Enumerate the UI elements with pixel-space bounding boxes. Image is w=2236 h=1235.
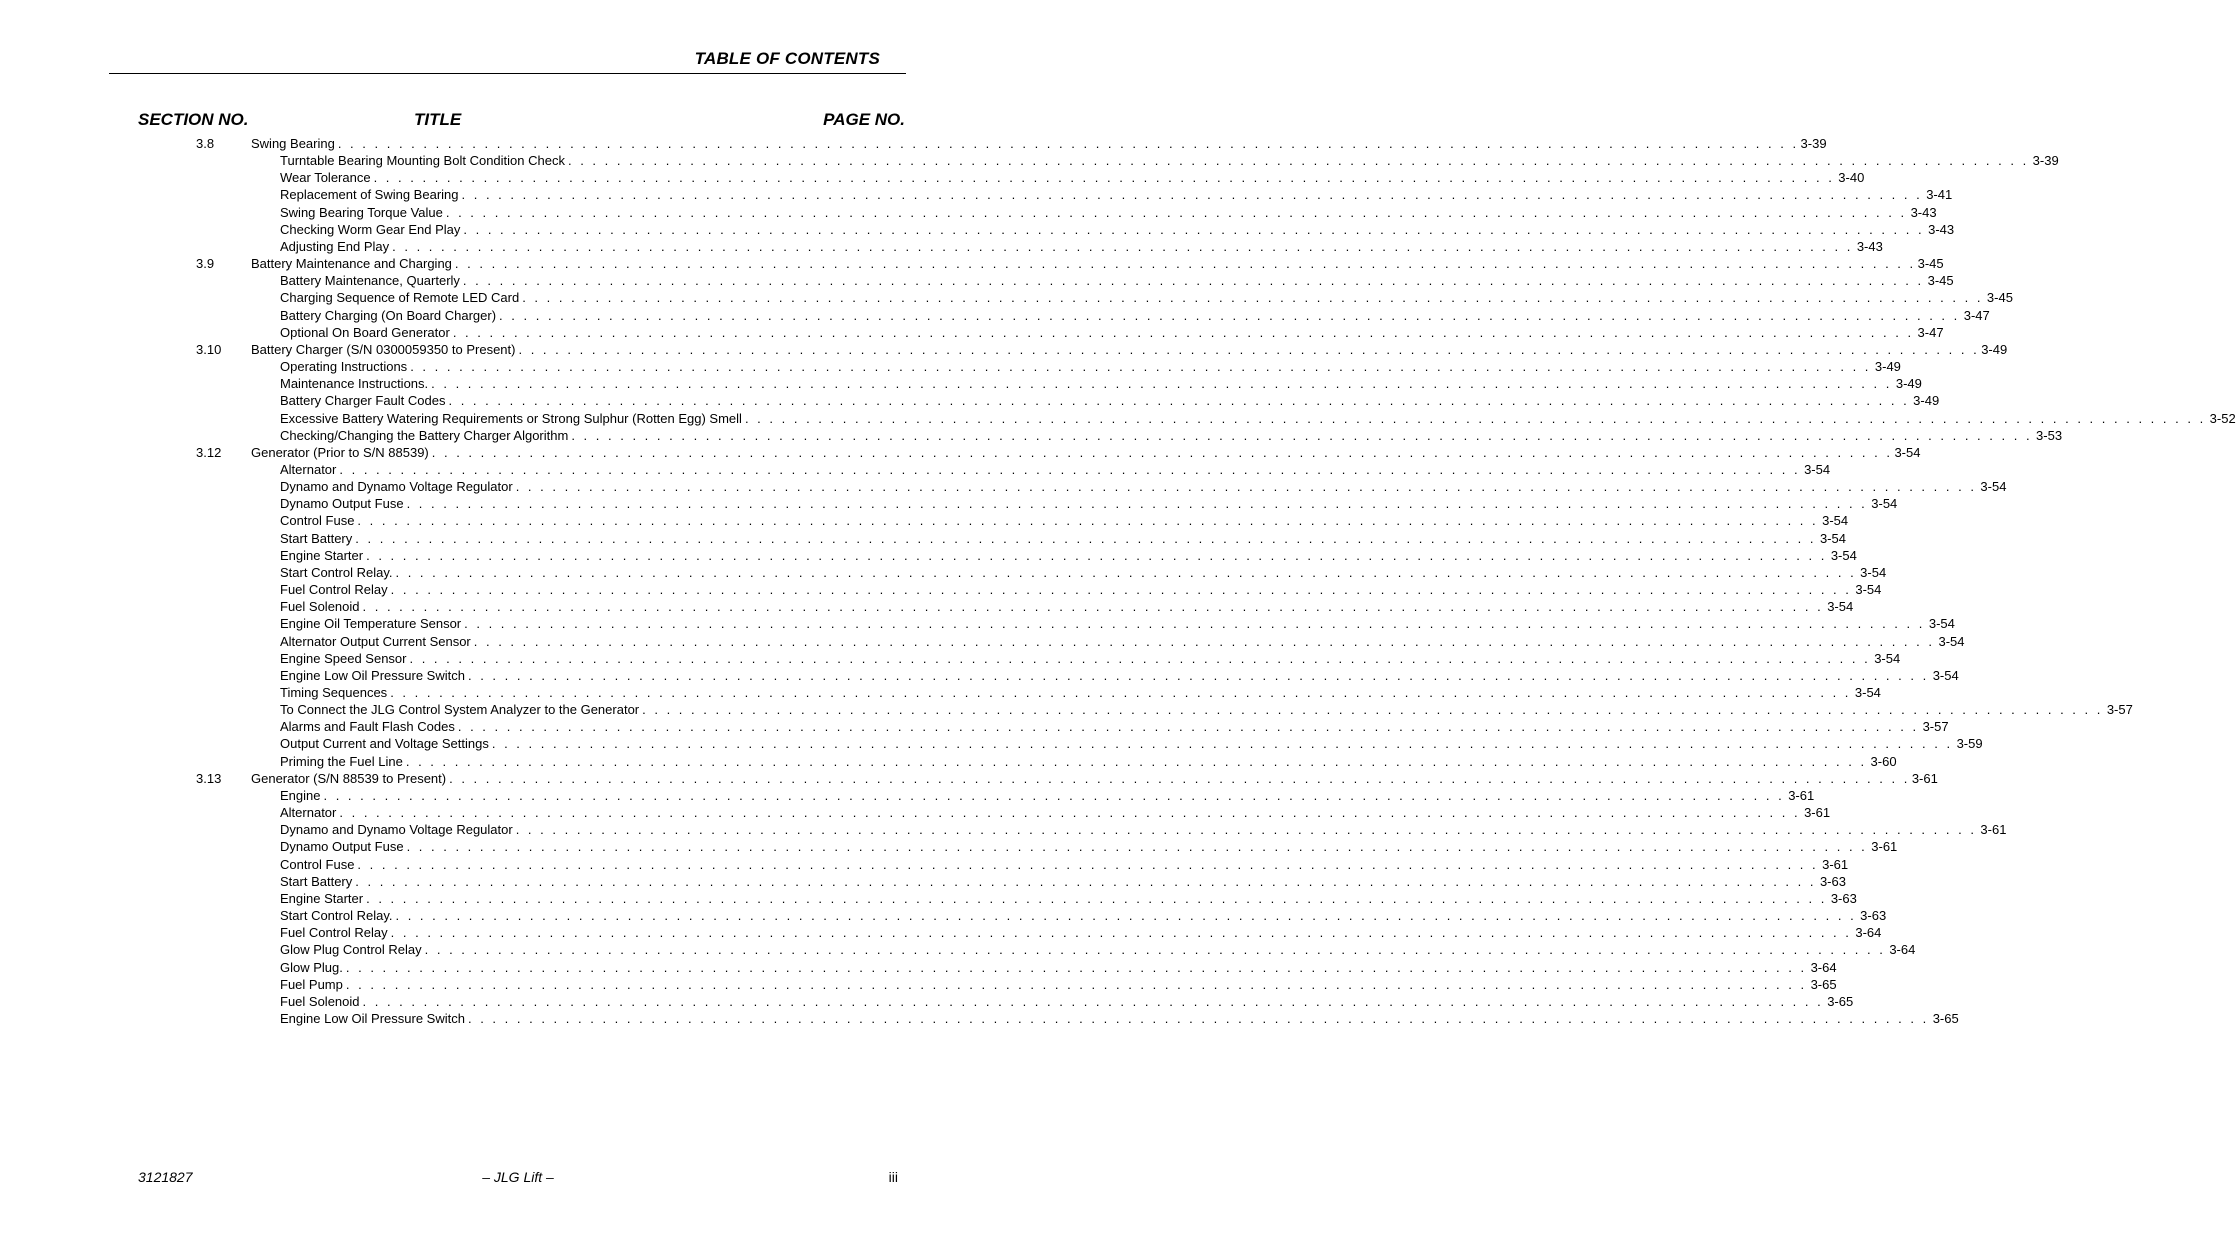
toc-page-number: 3-54 [1894,444,1921,460]
toc-entry-title: Battery Charging (On Board Charger) [280,307,497,323]
toc-line [280,924,1882,941]
toc-dot-leader: . . . . . . . . . . . . . . . . . . . . . . . . . . . . . . . . . . . . . . . . . . . . . . . . . . . . . . . . . . . . . . . . . . . . . . . . . . . . . . . . . . . . . . . . . . . . . . . . . . . . . . . . . . . . . . . . . . . . . . . . [462,273,1924,289]
toc-entry-title: Engine Oil Temperature Sensor [280,616,462,632]
toc-entry-title: Battery Maintenance, Quarterly [280,273,460,289]
toc-dot-leader: . . . . . . . . . . . . . . . . . . . . . . . . . . . . . . . . . . . . . . . . . . . . . . . . . . . . . . . . . . . . . . . . . . . . . . . . . . . . . . . . . . . . . . . . . . . . . . . . . . . . . . . . . . . . . . . . . . . . . . . . [366,547,1827,563]
toc-entry-title: Start Control Relay. [280,908,393,924]
toc-line [280,478,2007,495]
column-header-title: TITLE [414,110,462,129]
toc-page-number: 3-54 [1932,667,1959,683]
toc-entry-title: Operating Instructions [280,359,408,375]
toc-line [280,495,1898,512]
toc-dot-leader: . . . . . . . . . . . . . . . . . . . . . . . . . . . . . . . . . . . . . . . . . . . . . . . . . . . . . . . . . . . . . . . . . . . . . . . . . . . . . . . . . . . . . . . . . . . . . . . . . . . . . . . . . . . . . . . . . . . . . . . . [449,770,1910,786]
toc-section-entry[interactable] [0,255,1944,272]
toc-page-number: 3-54 [1855,582,1882,598]
toc-page-number: 3-54 [1822,513,1849,529]
toc-entry-title: Fuel Solenoid [280,599,360,615]
toc-entry-title: Optional On Board Generator [280,324,450,340]
toc-dot-leader: . . . . . . . . . . . . . . . . . . . . . . . . . . . . . . . . . . . . . . . . . . . . . . . . . . . . . . . . . . . . . . . . . . . . . . . . . . . . . . . . . . . . . . . . . . . . . . . . . . . . . . . . . . . . . . . . . . . . . . . . [571,427,2033,443]
toc-entry-title: To Connect the JLG Control System Analyzer to the Generator [280,702,640,718]
toc-line [280,838,1898,855]
toc-subentry[interactable] [0,941,1916,958]
toc-page-number: 3-54 [1804,461,1831,477]
toc-line [280,272,1954,289]
toc-dot-leader: . . . . . . . . . . . . . . . . . . . . . . . . . . . . . . . . . . . . . . . . . . . . . . . . . . . . . . . . . . . . . . . . . . . . . . . . . . . . . . . . . . . . . . . . . . . . . . . . . . . . . . . . . . . . . . . . . . . . . . . . [409,650,1871,666]
toc-page-number: 3-59 [1956,736,1983,752]
toc-line [280,1010,1959,1027]
toc-line [280,976,1837,993]
toc-entry-title: Wear Tolerance [280,170,371,186]
toc-dot-leader: . . . . . . . . . . . . . . . . . . . . . . . . . . . . . . . . . . . . . . . . . . . . . . . . . . . . . . . . . . . . . . . . . . . . . . . . . . . . . . . . . . . . . . . . . . . . . . . . . . . . . . . . . . . . . . . . . . . . . . . . [362,599,1824,615]
toc-page-number: 3-47 [1963,307,1990,323]
toc-entry-title: Battery Charger Fault Codes [280,393,446,409]
toc-subentry[interactable] [0,993,1854,1010]
toc-page-number: 3-64 [1855,925,1882,941]
toc-dot-leader: . . . . . . . . . . . . . . . . . . . . . . . . . . . . . . . . . . . . . . . . . . . . . . . . . . . . . . . . . . . . . . . . . . . . . . . . . . . . . . . . . . . . . . . . . . . . . . . . . . . . . . . . . . . . . . . . . . . . . . . . [345,976,1807,992]
toc-subentry[interactable] [0,718,1949,735]
toc-page-number: 3-54 [1980,479,2007,495]
toc-subentry[interactable] [0,890,1857,907]
toc-entry-title: Engine Speed Sensor [280,650,407,666]
toc-dot-leader: . . . . . . . . . . . . . . . . . . . . . . . . . . . . . . . . . . . . . . . . . . . . . . . . . . . . . . . . . . . . . . . . . . . . . . . . . . . . . . . . . . . . . . . . . . . . . . . . . . . . . . . . . . . . . . . . . . . . . . . . [337,136,1799,151]
toc-line [280,821,2007,838]
toc-dot-leader: . . . . . . . . . . . . . . . . . . . . . . . . . . . . . . . . . . . . . . . . . . . . . . . . . . . . . . . . . . . . . . . . . . . . . . . . . . . . . . . . . . . . . . . . . . . . . . . . . . . . . . . . . . . . . . . . . . . . . . . . [515,479,1977,495]
toc-page-number: 3-60 [1870,753,1897,769]
toc-section-entry[interactable] [0,135,1827,152]
toc-page-number: 3-54 [1860,564,1887,580]
toc-subentry[interactable] [0,598,1854,615]
toc-dot-leader: . . . . . . . . . . . . . . . . . . . . . . . . . . . . . . . . . . . . . . . . . . . . . . . . . . . . . . . . . . . . . . . . . . . . . . . . . . . . . . . . . . . . . . . . . . . . . . . . . . . . . . . . . . . . . . . . . . . . . . . . [567,153,2029,169]
toc-line [280,152,2059,169]
toc-section-entry[interactable] [0,341,2008,358]
toc-line [280,787,1815,804]
toc-line [280,804,1831,821]
toc-page-number: 3-61 [1788,787,1815,803]
toc-dot-leader: . . . . . . . . . . . . . . . . . . . . . . . . . . . . . . . . . . . . . . . . . . . . . . . . . . . . . . . . . . . . . . . . . . . . . . . . . . . . . . . . . . . . . . . . . . . . . . . . . . . . . . . . . . . . . . . . . . . . . . . . [405,753,1867,769]
toc-subentry[interactable] [0,787,1815,804]
toc-entry-title: Fuel Control Relay [280,582,388,598]
toc-dot-leader: . . . . . . . . . . . . . . . . . . . . . . . . . . . . . . . . . . . . . . . . . . . . . . . . . . . . . . . . . . . . . . . . . . . . . . . . . . . . . . . . . . . . . . . . . . . . . . . . . . . . . . . . . . . . . . . . . . . . . . . . [390,582,1852,598]
toc-entry-title: Dynamo Output Fuse [280,496,404,512]
toc-entry-title: Engine Starter [280,890,364,906]
toc-entry-title: Generator (Prior to S/N 88539) [251,444,429,460]
toc-dot-leader: . . . . . . . . . . . . . . . . . . . . . . . . . . . . . . . . . . . . . . . . . . . . . . . . . . . . . . . . . . . . . . . . . . . . . . . . . . . . . . . . . . . . . . . . . . . . . . . . . . . . . . . . . . . . . . . . . . . . . . . . [744,410,2206,426]
toc-subentry[interactable] [0,410,2236,427]
toc-subentry[interactable] [0,753,1897,770]
toc-page-number: 3-43 [1856,238,1883,254]
toc-line [280,735,1983,752]
toc-subentry[interactable] [0,821,2007,838]
toc-dot-leader: . . . . . . . . . . . . . . . . . . . . . . . . . . . . . . . . . . . . . . . . . . . . . . . . . . . . . . . . . . . . . . . . . . . . . . . . . . . . . . . . . . . . . . . . . . . . . . . . . . . . . . . . . . . . . . . . . . . . . . . . [395,908,1857,924]
toc-dot-leader: . . . . . . . . . . . . . . . . . . . . . . . . . . . . . . . . . . . . . . . . . . . . . . . . . . . . . . . . . . . . . . . . . . . . . . . . . . . . . . . . . . . . . . . . . . . . . . . . . . . . . . . . . . . . . . . . . . . . . . . . [366,890,1827,906]
toc-line [280,890,1857,907]
footer-doc-number: 3121827 [138,1169,193,1185]
toc-line [280,324,1944,341]
toc-subentry[interactable] [0,289,2013,306]
toc-subentry[interactable] [0,478,2007,495]
toc-page-number: 3-54 [1871,496,1898,512]
toc-entry-title: Adjusting End Play [280,238,390,254]
toc-section-entry[interactable] [0,444,1921,461]
toc-subentry[interactable] [0,547,1857,564]
toc-dot-leader: . . . . . . . . . . . . . . . . . . . . . . . . . . . . . . . . . . . . . . . . . . . . . . . . . . . . . . . . . . . . . . . . . . . . . . . . . . . . . . . . . . . . . . . . . . . . . . . . . . . . . . . . . . . . . . . . . . . . . . . . [431,444,1893,460]
toc-page-number: 3-45 [1927,273,1954,289]
toc-page-number: 3-54 [1819,530,1846,546]
toc-line [280,701,2133,718]
toc-page-number: 3-54 [1938,633,1965,649]
toc-subentry[interactable] [0,461,1831,478]
toc-line [280,564,1887,581]
toc-subentry[interactable] [0,427,2063,444]
toc-page-number: 3-45 [1917,256,1944,272]
toc-subentry[interactable] [0,204,1937,221]
toc-dot-leader: . . . . . . . . . . . . . . . . . . . . . . . . . . . . . . . . . . . . . . . . . . . . . . . . . . . . . . . . . . . . . . . . . . . . . . . . . . . . . . . . . . . . . . . . . . . . . . . . . . . . . . . . . . . . . . . . . . . . . . . . [424,942,1886,958]
toc-entry-title: Fuel Pump [280,976,343,992]
toc-dot-leader: . . . . . . . . . . . . . . . . . . . . . . . . . . . . . . . . . . . . . . . . . . . . . . . . . . . . . . . . . . . . . . . . . . . . . . . . . . . . . . . . . . . . . . . . . . . . . . . . . . . . . . . . . . . . . . . . . . . . . . . . [357,513,1819,529]
toc-subentry[interactable] [0,633,1965,650]
toc-dot-leader: . . . . . . . . . . . . . . . . . . . . . . . . . . . . . . . . . . . . . . . . . . . . . . . . . . . . . . . . . . . . . . . . . . . . . . . . . . . . . . . . . . . . . . . . . . . . . . . . . . . . . . . . . . . . . . . . . . . . . . . . [355,873,1816,889]
toc-entry-title: Checking/Changing the Battery Charger Algorithm [280,427,569,443]
toc-line [280,530,1846,547]
toc-entry-title: Replacement of Swing Bearing [280,187,459,203]
toc-dot-leader: . . . . . . . . . . . . . . . . . . . . . . . . . . . . . . . . . . . . . . . . . . . . . . . . . . . . . . . . . . . . . . . . . . . . . . . . . . . . . . . . . . . . . . . . . . . . . . . . . . . . . . . . . . . . . . . . . . . . . . . . [355,530,1816,546]
toc-entry-title: Start Control Relay. [280,564,393,580]
toc-dot-leader: . . . . . . . . . . . . . . . . . . . . . . . . . . . . . . . . . . . . . . . . . . . . . . . . . . . . . . . . . . . . . . . . . . . . . . . . . . . . . . . . . . . . . . . . . . . . . . . . . . . . . . . . . . . . . . . . . . . . . . . . [467,1010,1929,1026]
toc-entry-title: Turntable Bearing Mounting Bolt Condition Check [280,153,565,169]
toc-subentry[interactable] [0,667,1959,684]
toc-entry-title: Battery Maintenance and Charging [251,256,452,272]
toc-page-number: 3-61 [1911,770,1938,786]
toc-section-number: 3.13 [196,770,222,786]
toc-line [280,718,1949,735]
toc-page-number: 3-57 [2106,702,2133,718]
toc-line [280,512,1849,529]
toc-line [280,289,2013,306]
header-rule [109,73,906,74]
toc-line [280,427,2063,444]
toc-entry-title: Engine Low Oil Pressure Switch [280,667,465,683]
toc-list [0,135,2236,1027]
toc-line [280,410,2236,427]
toc-subentry[interactable] [0,684,1881,701]
column-header-section: SECTION NO. [138,110,249,129]
toc-subentry[interactable] [0,358,1901,375]
toc-page-number: 3-52 [2209,410,2236,426]
toc-page-number: 3-54 [1827,599,1854,615]
toc-line [280,461,1831,478]
toc-dot-leader: . . . . . . . . . . . . . . . . . . . . . . . . . . . . . . . . . . . . . . . . . . . . . . . . . . . . . . . . . . . . . . . . . . . . . . . . . . . . . . . . . . . . . . . . . . . . . . . . . . . . . . . . . . . . . . . . . . . . . . . . [461,187,1923,203]
toc-page-number: 3-39 [1800,136,1827,151]
toc-entry-title: Output Current and Voltage Settings [280,736,489,752]
toc-line [280,598,1854,615]
toc-entry-title: Engine Starter [280,547,364,563]
toc-dot-leader: . . . . . . . . . . . . . . . . . . . . . . . . . . . . . . . . . . . . . . . . . . . . . . . . . . . . . . . . . . . . . . . . . . . . . . . . . . . . . . . . . . . . . . . . . . . . . . . . . . . . . . . . . . . . . . . . . . . . . . . . [339,805,1801,821]
toc-entry-title: Battery Charger (S/N 0300059350 to Present) [251,341,516,357]
toc-line [280,375,1922,392]
toc-page-number: 3-54 [1874,650,1901,666]
toc-dot-leader: . . . . . . . . . . . . . . . . . . . . . . . . . . . . . . . . . . . . . . . . . . . . . . . . . . . . . . . . . . . . . . . . . . . . . . . . . . . . . . . . . . . . . . . . . . . . . . . . . . . . . . . . . . . . . . . . . . . . . . . . [395,564,1857,580]
toc-section-number: 3.9 [196,256,215,272]
toc-entry-title: Start Battery [280,873,353,889]
toc-subentry[interactable] [0,615,1955,632]
toc-page-number: 3-39 [2032,153,2059,169]
toc-dot-leader: . . . . . . . . . . . . . . . . . . . . . . . . . . . . . . . . . . . . . . . . . . . . . . . . . . . . . . . . . . . . . . . . . . . . . . . . . . . . . . . . . . . . . . . . . . . . . . . . . . . . . . . . . . . . . . . . . . . . . . . . [362,993,1824,1009]
toc-page-number: 3-61 [1804,805,1831,821]
toc-page-number: 3-63 [1830,890,1857,906]
toc-entry-title: Dynamo and Dynamo Voltage Regulator [280,479,513,495]
toc-subentry[interactable] [0,186,1953,203]
toc-page-number: 3-65 [1810,976,1837,992]
toc-page-number: 3-63 [1860,908,1887,924]
toc-page-number: 3-45 [1986,290,2013,306]
toc-dot-leader: . . . . . . . . . . . . . . . . . . . . . . . . . . . . . . . . . . . . . . . . . . . . . . . . . . . . . . . . . . . . . . . . . . . . . . . . . . . . . . . . . . . . . . . . . . . . . . . . . . . . . . . . . . . . . . . . . . . . . . . . [463,221,1925,237]
toc-line [280,186,1953,203]
toc-subentry[interactable] [0,169,1865,186]
toc-subentry[interactable] [0,873,1846,890]
toc-dot-leader: . . . . . . . . . . . . . . . . . . . . . . . . . . . . . . . . . . . . . . . . . . . . . . . . . . . . . . . . . . . . . . . . . . . . . . . . . . . . . . . . . . . . . . . . . . . . . . . . . . . . . . . . . . . . . . . . . . . . . . . . [518,341,1980,357]
toc-page-number: 3-43 [1928,221,1955,237]
toc-line [280,667,1959,684]
toc-page-number: 3-64 [1810,959,1837,975]
column-header-page: PAGE NO. [823,110,905,129]
toc-line [251,341,2008,358]
toc-page-number: 3-61 [1871,839,1898,855]
toc-subentry[interactable] [0,856,1849,873]
toc-line [280,873,1846,890]
toc-dot-leader: . . . . . . . . . . . . . . . . . . . . . . . . . . . . . . . . . . . . . . . . . . . . . . . . . . . . . . . . . . . . . . . . . . . . . . . . . . . . . . . . . . . . . . . . . . . . . . . . . . . . . . . . . . . . . . . . . . . . . . . . [499,307,1960,323]
toc-subentry[interactable] [0,530,1846,547]
toc-entry-title: Checking Worm Gear End Play [280,221,461,237]
toc-line [280,392,1940,409]
toc-section-number: 3.8 [196,136,215,151]
toc-page-number: 3-49 [1895,376,1922,392]
toc-line [280,907,1887,924]
toc-page-number: 3-57 [1922,719,1949,735]
toc-entry-title: Maintenance Instructions. [280,376,429,392]
toc-line [280,856,1849,873]
toc-line [280,615,1955,632]
page-header-title: TABLE OF CONTENTS [694,49,880,68]
toc-subentry[interactable] [0,564,1887,581]
toc-entry-title: Engine [280,787,321,803]
toc-entry-title: Dynamo and Dynamo Voltage Regulator [280,822,513,838]
toc-dot-leader: . . . . . . . . . . . . . . . . . . . . . . . . . . . . . . . . . . . . . . . . . . . . . . . . . . . . . . . . . . . . . . . . . . . . . . . . . . . . . . . . . . . . . . . . . . . . . . . . . . . . . . . . . . . . . . . . . . . . . . . . [515,822,1977,838]
toc-entry-title: Excessive Battery Watering Requirements or Strong Sulphur (Rotten Egg) Smell [280,410,742,426]
toc-dot-leader: . . . . . . . . . . . . . . . . . . . . . . . . . . . . . . . . . . . . . . . . . . . . . . . . . . . . . . . . . . . . . . . . . . . . . . . . . . . . . . . . . . . . . . . . . . . . . . . . . . . . . . . . . . . . . . . . . . . . . . . . [467,667,1929,683]
toc-page-number: 3-65 [1827,993,1854,1009]
toc-entry-title: Glow Plug. [280,959,343,975]
toc-entry-title: Alternator Output Current Sensor [280,633,471,649]
toc-entry-title: Start Battery [280,530,353,546]
toc-line [280,959,1837,976]
toc-dot-leader: . . . . . . . . . . . . . . . . . . . . . . . . . . . . . . . . . . . . . . . . . . . . . . . . . . . . . . . . . . . . . . . . . . . . . . . . . . . . . . . . . . . . . . . . . . . . . . . . . . . . . . . . . . . . . . . . . . . . . . . . [445,204,1907,220]
toc-dot-leader: . . . . . . . . . . . . . . . . . . . . . . . . . . . . . . . . . . . . . . . . . . . . . . . . . . . . . . . . . . . . . . . . . . . . . . . . . . . . . . . . . . . . . . . . . . . . . . . . . . . . . . . . . . . . . . . . . . . . . . . . [406,839,1868,855]
toc-entry-title: Dynamo Output Fuse [280,839,404,855]
toc-line [280,547,1857,564]
toc-entry-title: Alternator [280,805,337,821]
toc-entry-title: Control Fuse [280,856,355,872]
toc-line [280,684,1881,701]
toc-page-number: 3-54 [1830,547,1857,563]
toc-page-number: 3-49 [1981,341,2008,357]
toc-subentry[interactable] [0,976,1837,993]
toc-dot-leader: . . . . . . . . . . . . . . . . . . . . . . . . . . . . . . . . . . . . . . . . . . . . . . . . . . . . . . . . . . . . . . . . . . . . . . . . . . . . . . . . . . . . . . . . . . . . . . . . . . . . . . . . . . . . . . . . . . . . . . . . [390,685,1851,700]
toc-page-number: 3-43 [1910,204,1937,220]
toc-dot-leader: . . . . . . . . . . . . . . . . . . . . . . . . . . . . . . . . . . . . . . . . . . . . . . . . . . . . . . . . . . . . . . . . . . . . . . . . . . . . . . . . . . . . . . . . . . . . . . . . . . . . . . . . . . . . . . . . . . . . . . . . [373,170,1835,186]
toc-page-number: 3-54 [1854,685,1881,700]
toc-line [251,135,1827,152]
toc-dot-leader: . . . . . . . . . . . . . . . . . . . . . . . . . . . . . . . . . . . . . . . . . . . . . . . . . . . . . . . . . . . . . . . . . . . . . . . . . . . . . . . . . . . . . . . . . . . . . . . . . . . . . . . . . . . . . . . . . . . . . . . . [454,256,1916,272]
toc-page-number: 3-53 [2036,427,2063,443]
toc-subentry[interactable] [0,392,1940,409]
toc-line [280,204,1937,221]
toc-dot-leader: . . . . . . . . . . . . . . . . . . . . . . . . . . . . . . . . . . . . . . . . . . . . . . . . . . . . . . . . . . . . . . . . . . . . . . . . . . . . . . . . . . . . . . . . . . . . . . . . . . . . . . . . . . . . . . . . . . . . . . . . [452,324,1914,340]
toc-entry-title: Priming the Fuel Line [280,753,403,769]
toc-subentry[interactable] [0,512,1849,529]
toc-section-number: 3.10 [196,341,222,357]
toc-page-number: 3-61 [1980,822,2007,838]
toc-dot-leader: . . . . . . . . . . . . . . . . . . . . . . . . . . . . . . . . . . . . . . . . . . . . . . . . . . . . . . . . . . . . . . . . . . . . . . . . . . . . . . . . . . . . . . . . . . . . . . . . . . . . . . . . . . . . . . . . . . . . . . . . [323,787,1785,803]
toc-dot-leader: . . . . . . . . . . . . . . . . . . . . . . . . . . . . . . . . . . . . . . . . . . . . . . . . . . . . . . . . . . . . . . . . . . . . . . . . . . . . . . . . . . . . . . . . . . . . . . . . . . . . . . . . . . . . . . . . . . . . . . . . [473,633,1935,649]
toc-dot-leader: . . . . . . . . . . . . . . . . . . . . . . . . . . . . . . . . . . . . . . . . . . . . . . . . . . . . . . . . . . . . . . . . . . . . . . . . . . . . . . . . . . . . . . . . . . . . . . . . . . . . . . . . . . . . . . . . . . . . . . . . [339,461,1801,477]
toc-line [280,941,1916,958]
toc-entry-title: Swing Bearing [251,136,335,151]
toc-subentry[interactable] [0,221,1955,238]
toc-subentry[interactable] [0,1010,1959,1027]
toc-entry-title: Alarms and Fault Flash Codes [280,719,455,735]
toc-page-number: 3-40 [1838,170,1865,186]
toc-dot-leader: . . . . . . . . . . . . . . . . . . . . . . . . . . . . . . . . . . . . . . . . . . . . . . . . . . . . . . . . . . . . . . . . . . . . . . . . . . . . . . . . . . . . . . . . . . . . . . . . . . . . . . . . . . . . . . . . . . . . . . . . [491,736,1953,752]
toc-page-number: 3-41 [1926,187,1953,203]
toc-line [280,307,1990,324]
toc-page-number: 3-49 [1913,393,1940,409]
toc-dot-leader: . . . . . . . . . . . . . . . . . . . . . . . . . . . . . . . . . . . . . . . . . . . . . . . . . . . . . . . . . . . . . . . . . . . . . . . . . . . . . . . . . . . . . . . . . . . . . . . . . . . . . . . . . . . . . . . . . . . . . . . . [390,925,1852,941]
toc-subentry[interactable] [0,924,1882,941]
toc-page-number: 3-64 [1889,942,1916,958]
toc-dot-leader: . . . . . . . . . . . . . . . . . . . . . . . . . . . . . . . . . . . . . . . . . . . . . . . . . . . . . . . . . . . . . . . . . . . . . . . . . . . . . . . . . . . . . . . . . . . . . . . . . . . . . . . . . . . . . . . . . . . . . . . . [357,856,1819,872]
toc-entry-title: Fuel Control Relay [280,925,388,941]
toc-subentry[interactable] [0,238,1883,255]
toc-line [251,255,1944,272]
toc-page-number: 3-63 [1819,873,1846,889]
toc-entry-title: Timing Sequences [280,685,388,700]
toc-section-entry[interactable] [0,770,1938,787]
toc-subentry[interactable] [0,152,2059,169]
toc-dot-leader: . . . . . . . . . . . . . . . . . . . . . . . . . . . . . . . . . . . . . . . . . . . . . . . . . . . . . . . . . . . . . . . . . . . . . . . . . . . . . . . . . . . . . . . . . . . . . . . . . . . . . . . . . . . . . . . . . . . . . . . . [642,702,2103,718]
toc-page-number: 3-54 [1928,616,1955,632]
toc-dot-leader: . . . . . . . . . . . . . . . . . . . . . . . . . . . . . . . . . . . . . . . . . . . . . . . . . . . . . . . . . . . . . . . . . . . . . . . . . . . . . . . . . . . . . . . . . . . . . . . . . . . . . . . . . . . . . . . . . . . . . . . . [410,359,1871,375]
toc-subentry[interactable] [0,804,1831,821]
toc-entry-title: Glow Plug Control Relay [280,942,422,958]
toc-entry-title: Alternator [280,461,337,477]
toc-subentry[interactable] [0,959,1837,976]
toc-subentry[interactable] [0,701,2133,718]
toc-dot-leader: . . . . . . . . . . . . . . . . . . . . . . . . . . . . . . . . . . . . . . . . . . . . . . . . . . . . . . . . . . . . . . . . . . . . . . . . . . . . . . . . . . . . . . . . . . . . . . . . . . . . . . . . . . . . . . . . . . . . . . . . [406,496,1868,512]
toc-entry-title: Swing Bearing Torque Value [280,204,443,220]
toc-entry-title: Control Fuse [280,513,355,529]
toc-section-number: 3.12 [196,444,222,460]
toc-dot-leader: . . . . . . . . . . . . . . . . . . . . . . . . . . . . . . . . . . . . . . . . . . . . . . . . . . . . . . . . . . . . . . . . . . . . . . . . . . . . . . . . . . . . . . . . . . . . . . . . . . . . . . . . . . . . . . . . . . . . . . . . [345,959,1807,975]
footer-publisher: – JLG Lift – [482,1169,554,1185]
toc-subentry[interactable] [0,907,1887,924]
toc-dot-leader: . . . . . . . . . . . . . . . . . . . . . . . . . . . . . . . . . . . . . . . . . . . . . . . . . . . . . . . . . . . . . . . . . . . . . . . . . . . . . . . . . . . . . . . . . . . . . . . . . . . . . . . . . . . . . . . . . . . . . . . . [431,376,1892,392]
toc-dot-leader: . . . . . . . . . . . . . . . . . . . . . . . . . . . . . . . . . . . . . . . . . . . . . . . . . . . . . . . . . . . . . . . . . . . . . . . . . . . . . . . . . . . . . . . . . . . . . . . . . . . . . . . . . . . . . . . . . . . . . . . . [448,393,1910,409]
toc-line [280,169,1865,186]
toc-page-number: 3-61 [1822,856,1849,872]
toc-line [280,358,1901,375]
toc-entry-title: Fuel Solenoid [280,993,360,1009]
toc-subentry[interactable] [0,324,1944,341]
toc-line [280,753,1897,770]
toc-subentry[interactable] [0,272,1954,289]
toc-dot-leader: . . . . . . . . . . . . . . . . . . . . . . . . . . . . . . . . . . . . . . . . . . . . . . . . . . . . . . . . . . . . . . . . . . . . . . . . . . . . . . . . . . . . . . . . . . . . . . . . . . . . . . . . . . . . . . . . . . . . . . . . [464,616,1925,632]
toc-subentry[interactable] [0,307,1990,324]
toc-line [280,993,1854,1010]
toc-line [280,221,1955,238]
toc-page-number: 3-49 [1874,359,1901,375]
toc-subentry[interactable] [0,581,1882,598]
toc-entry-title: Engine Low Oil Pressure Switch [280,1010,465,1026]
toc-line [280,650,1901,667]
footer-page-number: iii [888,1169,898,1185]
toc-subentry[interactable] [0,838,1898,855]
toc-subentry[interactable] [0,735,1983,752]
toc-line [280,238,1883,255]
toc-page-number: 3-65 [1932,1010,1959,1026]
toc-dot-leader: . . . . . . . . . . . . . . . . . . . . . . . . . . . . . . . . . . . . . . . . . . . . . . . . . . . . . . . . . . . . . . . . . . . . . . . . . . . . . . . . . . . . . . . . . . . . . . . . . . . . . . . . . . . . . . . . . . . . . . . . [522,290,1983,306]
toc-line [251,770,1938,787]
toc-dot-leader: . . . . . . . . . . . . . . . . . . . . . . . . . . . . . . . . . . . . . . . . . . . . . . . . . . . . . . . . . . . . . . . . . . . . . . . . . . . . . . . . . . . . . . . . . . . . . . . . . . . . . . . . . . . . . . . . . . . . . . . . [457,719,1919,735]
toc-subentry[interactable] [0,650,1901,667]
toc-line [251,444,1921,461]
toc-dot-leader: . . . . . . . . . . . . . . . . . . . . . . . . . . . . . . . . . . . . . . . . . . . . . . . . . . . . . . . . . . . . . . . . . . . . . . . . . . . . . . . . . . . . . . . . . . . . . . . . . . . . . . . . . . . . . . . . . . . . . . . . [392,238,1853,254]
toc-line [280,633,1965,650]
toc-entry-title: Charging Sequence of Remote LED Card [280,290,520,306]
toc-page-number: 3-47 [1917,324,1944,340]
toc-entry-title: Generator (S/N 88539 to Present) [251,770,447,786]
toc-subentry[interactable] [0,495,1898,512]
toc-subentry[interactable] [0,375,1922,392]
toc-line [280,581,1882,598]
